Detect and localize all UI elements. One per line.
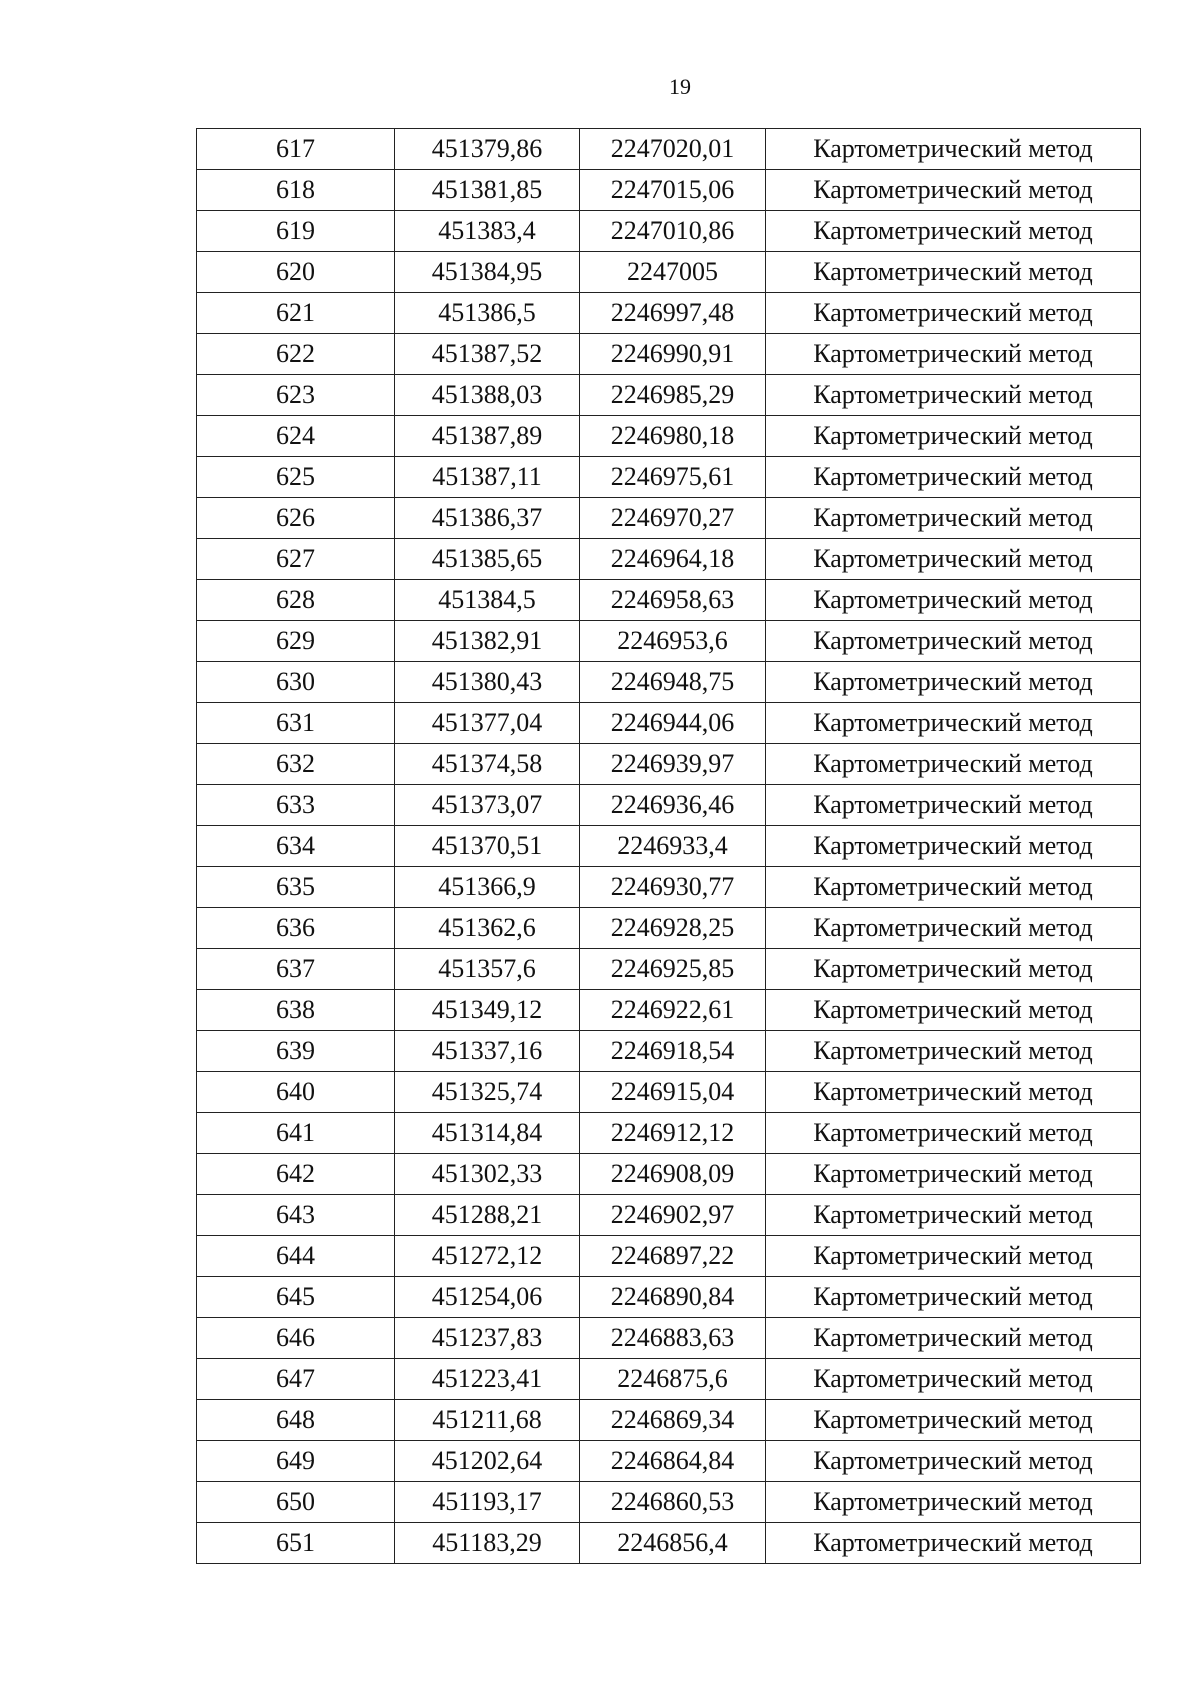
method-cell: Картометрический метод	[766, 867, 1141, 908]
method-cell: Картометрический метод	[766, 129, 1141, 170]
table-row	[197, 252, 1141, 293]
method-cell: Картометрический метод	[766, 744, 1141, 785]
table-row	[197, 539, 1141, 580]
y-coordinate-cell: 2246997,48	[580, 293, 766, 334]
x-coordinate-cell: 451325,74	[395, 1072, 580, 1113]
method-cell: Картометрический метод	[766, 1318, 1141, 1359]
y-coordinate-cell: 2246925,85	[580, 949, 766, 990]
table-row	[197, 375, 1141, 416]
x-coordinate-cell: 451387,52	[395, 334, 580, 375]
x-coordinate-cell: 451202,64	[395, 1441, 580, 1482]
point-number-cell: 631	[197, 703, 395, 744]
table-row	[197, 1482, 1141, 1523]
point-number-cell: 628	[197, 580, 395, 621]
method-cell: Картометрический метод	[766, 1523, 1141, 1564]
point-number-cell: 640	[197, 1072, 395, 1113]
point-number-cell: 622	[197, 334, 395, 375]
method-cell: Картометрический метод	[766, 375, 1141, 416]
x-coordinate-cell: 451383,4	[395, 211, 580, 252]
y-coordinate-cell: 2246936,46	[580, 785, 766, 826]
table-row	[197, 990, 1141, 1031]
y-coordinate-cell: 2247020,01	[580, 129, 766, 170]
point-number-cell: 649	[197, 1441, 395, 1482]
x-coordinate-cell: 451382,91	[395, 621, 580, 662]
method-cell: Картометрический метод	[766, 1482, 1141, 1523]
point-number-cell: 647	[197, 1359, 395, 1400]
method-cell: Картометрический метод	[766, 170, 1141, 211]
table-row	[197, 293, 1141, 334]
method-cell: Картометрический метод	[766, 1441, 1141, 1482]
x-coordinate-cell: 451183,29	[395, 1523, 580, 1564]
point-number-cell: 632	[197, 744, 395, 785]
point-number-cell: 643	[197, 1195, 395, 1236]
table-row	[197, 785, 1141, 826]
point-number-cell: 618	[197, 170, 395, 211]
point-number-cell: 637	[197, 949, 395, 990]
method-cell: Картометрический метод	[766, 498, 1141, 539]
point-number-cell: 645	[197, 1277, 395, 1318]
point-number-cell: 624	[197, 416, 395, 457]
method-cell: Картометрический метод	[766, 293, 1141, 334]
page-number: 19	[669, 74, 691, 99]
y-coordinate-cell: 2246918,54	[580, 1031, 766, 1072]
table-row	[197, 1441, 1141, 1482]
table-row	[197, 211, 1141, 252]
x-coordinate-cell: 451379,86	[395, 129, 580, 170]
method-cell: Картометрический метод	[766, 1277, 1141, 1318]
x-coordinate-cell: 451272,12	[395, 1236, 580, 1277]
y-coordinate-cell: 2246856,4	[580, 1523, 766, 1564]
point-number-cell: 642	[197, 1154, 395, 1195]
point-number-cell: 646	[197, 1318, 395, 1359]
table-row	[197, 1318, 1141, 1359]
y-coordinate-cell: 2246975,61	[580, 457, 766, 498]
point-number-cell: 641	[197, 1113, 395, 1154]
method-cell: Картометрический метод	[766, 662, 1141, 703]
table-row	[197, 1359, 1141, 1400]
table-row	[197, 662, 1141, 703]
method-cell: Картометрический метод	[766, 1154, 1141, 1195]
method-cell: Картометрический метод	[766, 580, 1141, 621]
point-number-cell: 650	[197, 1482, 395, 1523]
x-coordinate-cell: 451211,68	[395, 1400, 580, 1441]
method-cell: Картометрический метод	[766, 703, 1141, 744]
method-cell: Картометрический метод	[766, 1359, 1141, 1400]
x-coordinate-cell: 451254,06	[395, 1277, 580, 1318]
point-number-cell: 630	[197, 662, 395, 703]
x-coordinate-cell: 451337,16	[395, 1031, 580, 1072]
table-row	[197, 1072, 1141, 1113]
table-row	[197, 1277, 1141, 1318]
point-number-cell: 638	[197, 990, 395, 1031]
y-coordinate-cell: 2246944,06	[580, 703, 766, 744]
y-coordinate-cell: 2246948,75	[580, 662, 766, 703]
table-row	[197, 334, 1141, 375]
x-coordinate-cell: 451387,11	[395, 457, 580, 498]
x-coordinate-cell: 451366,9	[395, 867, 580, 908]
table-row	[197, 867, 1141, 908]
table-row	[197, 1400, 1141, 1441]
point-number-cell: 651	[197, 1523, 395, 1564]
y-coordinate-cell: 2246869,34	[580, 1400, 766, 1441]
table-row	[197, 170, 1141, 211]
x-coordinate-cell: 451385,65	[395, 539, 580, 580]
coordinates-table	[196, 128, 1141, 1564]
point-number-cell: 626	[197, 498, 395, 539]
table-row	[197, 129, 1141, 170]
point-number-cell: 617	[197, 129, 395, 170]
method-cell: Картометрический метод	[766, 1400, 1141, 1441]
y-coordinate-cell: 2246958,63	[580, 580, 766, 621]
method-cell: Картометрический метод	[766, 539, 1141, 580]
y-coordinate-cell: 2246875,6	[580, 1359, 766, 1400]
x-coordinate-cell: 451381,85	[395, 170, 580, 211]
coordinates-table-body	[197, 129, 1141, 1564]
x-coordinate-cell: 451387,89	[395, 416, 580, 457]
y-coordinate-cell: 2246933,4	[580, 826, 766, 867]
table-row	[197, 457, 1141, 498]
table-row	[197, 416, 1141, 457]
x-coordinate-cell: 451362,6	[395, 908, 580, 949]
y-coordinate-cell: 2246922,61	[580, 990, 766, 1031]
y-coordinate-cell: 2246864,84	[580, 1441, 766, 1482]
x-coordinate-cell: 451380,43	[395, 662, 580, 703]
x-coordinate-cell: 451237,83	[395, 1318, 580, 1359]
y-coordinate-cell: 2246930,77	[580, 867, 766, 908]
y-coordinate-cell: 2246953,6	[580, 621, 766, 662]
y-coordinate-cell: 2246990,91	[580, 334, 766, 375]
x-coordinate-cell: 451288,21	[395, 1195, 580, 1236]
table-row	[197, 1195, 1141, 1236]
y-coordinate-cell: 2246902,97	[580, 1195, 766, 1236]
method-cell: Картометрический метод	[766, 990, 1141, 1031]
table-row	[197, 826, 1141, 867]
table-row	[197, 1523, 1141, 1564]
table-row	[197, 949, 1141, 990]
point-number-cell: 619	[197, 211, 395, 252]
x-coordinate-cell: 451193,17	[395, 1482, 580, 1523]
table-row	[197, 621, 1141, 662]
method-cell: Картометрический метод	[766, 1113, 1141, 1154]
y-coordinate-cell: 2247015,06	[580, 170, 766, 211]
method-cell: Картометрический метод	[766, 908, 1141, 949]
y-coordinate-cell: 2246915,04	[580, 1072, 766, 1113]
method-cell: Картометрический метод	[766, 1195, 1141, 1236]
point-number-cell: 644	[197, 1236, 395, 1277]
point-number-cell: 634	[197, 826, 395, 867]
table-row	[197, 498, 1141, 539]
y-coordinate-cell: 2246912,12	[580, 1113, 766, 1154]
point-number-cell: 633	[197, 785, 395, 826]
table-row	[197, 744, 1141, 785]
x-coordinate-cell: 451314,84	[395, 1113, 580, 1154]
point-number-cell: 623	[197, 375, 395, 416]
point-number-cell: 627	[197, 539, 395, 580]
y-coordinate-cell: 2247005	[580, 252, 766, 293]
method-cell: Картометрический метод	[766, 1236, 1141, 1277]
y-coordinate-cell: 2246970,27	[580, 498, 766, 539]
y-coordinate-cell: 2246890,84	[580, 1277, 766, 1318]
method-cell: Картометрический метод	[766, 1031, 1141, 1072]
point-number-cell: 648	[197, 1400, 395, 1441]
method-cell: Картометрический метод	[766, 1072, 1141, 1113]
x-coordinate-cell: 451384,5	[395, 580, 580, 621]
table-row	[197, 908, 1141, 949]
y-coordinate-cell: 2246897,22	[580, 1236, 766, 1277]
y-coordinate-cell: 2246860,53	[580, 1482, 766, 1523]
table-row	[197, 703, 1141, 744]
x-coordinate-cell: 451370,51	[395, 826, 580, 867]
table-row	[197, 1154, 1141, 1195]
method-cell: Картометрический метод	[766, 416, 1141, 457]
x-coordinate-cell: 451374,58	[395, 744, 580, 785]
x-coordinate-cell: 451388,03	[395, 375, 580, 416]
x-coordinate-cell: 451386,5	[395, 293, 580, 334]
point-number-cell: 629	[197, 621, 395, 662]
x-coordinate-cell: 451357,6	[395, 949, 580, 990]
y-coordinate-cell: 2246908,09	[580, 1154, 766, 1195]
table-row	[197, 1031, 1141, 1072]
x-coordinate-cell: 451373,07	[395, 785, 580, 826]
x-coordinate-cell: 451349,12	[395, 990, 580, 1031]
method-cell: Картометрический метод	[766, 826, 1141, 867]
method-cell: Картометрический метод	[766, 211, 1141, 252]
x-coordinate-cell: 451384,95	[395, 252, 580, 293]
x-coordinate-cell: 451223,41	[395, 1359, 580, 1400]
table-row	[197, 580, 1141, 621]
method-cell: Картометрический метод	[766, 252, 1141, 293]
y-coordinate-cell: 2247010,86	[580, 211, 766, 252]
y-coordinate-cell: 2246883,63	[580, 1318, 766, 1359]
x-coordinate-cell: 451302,33	[395, 1154, 580, 1195]
method-cell: Картометрический метод	[766, 334, 1141, 375]
method-cell: Картометрический метод	[766, 949, 1141, 990]
x-coordinate-cell: 451377,04	[395, 703, 580, 744]
point-number-cell: 639	[197, 1031, 395, 1072]
method-cell: Картометрический метод	[766, 785, 1141, 826]
table-row	[197, 1236, 1141, 1277]
x-coordinate-cell: 451386,37	[395, 498, 580, 539]
y-coordinate-cell: 2246939,97	[580, 744, 766, 785]
point-number-cell: 635	[197, 867, 395, 908]
point-number-cell: 636	[197, 908, 395, 949]
point-number-cell: 620	[197, 252, 395, 293]
point-number-cell: 625	[197, 457, 395, 498]
method-cell: Картометрический метод	[766, 621, 1141, 662]
method-cell: Картометрический метод	[766, 457, 1141, 498]
table-row	[197, 1113, 1141, 1154]
y-coordinate-cell: 2246928,25	[580, 908, 766, 949]
y-coordinate-cell: 2246964,18	[580, 539, 766, 580]
y-coordinate-cell: 2246985,29	[580, 375, 766, 416]
point-number-cell: 621	[197, 293, 395, 334]
y-coordinate-cell: 2246980,18	[580, 416, 766, 457]
